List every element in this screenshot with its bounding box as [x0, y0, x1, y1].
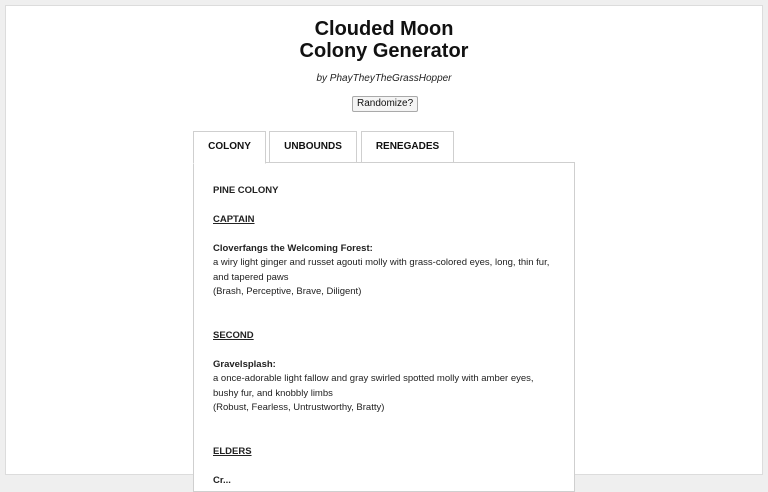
author-byline: by PhayTheyTheGrassHopper: [316, 73, 452, 84]
cat-traits: (Brash, Perceptive, Brave, Diligent): [213, 286, 362, 297]
title-line-2: Colony Generator: [299, 40, 469, 62]
cat-name: Cr...: [213, 474, 231, 486]
section-heading-second: SECOND: [213, 329, 254, 341]
colony-panel: [193, 162, 575, 492]
cat-name: Gravelsplash:: [213, 358, 276, 370]
cat-entry: [213, 358, 555, 416]
page-title: [6, 18, 762, 62]
tab-colony[interactable]: COLONY: [193, 131, 266, 164]
cat-traits: (Robust, Fearless, Untrustworthy, Bratty): [213, 402, 385, 413]
cat-name: Cloverfangs the Welcoming Forest:: [213, 242, 373, 254]
cat-description: a once-adorable light fallow and gray swirled spotted molly with amber eyes, bushy fur, and knobbly limbs: [213, 373, 534, 399]
tab-unbounds[interactable]: UNBOUNDS: [269, 131, 357, 163]
tab-renegades[interactable]: RENEGADES: [361, 131, 454, 163]
section-heading-captain: CAPTAIN: [213, 213, 255, 225]
section-heading-elders: ELDERS: [213, 445, 252, 457]
randomize-button[interactable]: Randomize?: [352, 96, 418, 112]
cat-description: a wiry light ginger and russet agouti molly with grass-colored eyes, long, thin fur, and tapered paws: [213, 257, 550, 283]
cat-entry: [213, 242, 555, 300]
title-line-1: Clouded Moon: [314, 18, 454, 40]
page-container: [5, 5, 763, 486]
colony-name: PINE COLONY: [213, 185, 279, 196]
cat-entry: [213, 474, 555, 489]
